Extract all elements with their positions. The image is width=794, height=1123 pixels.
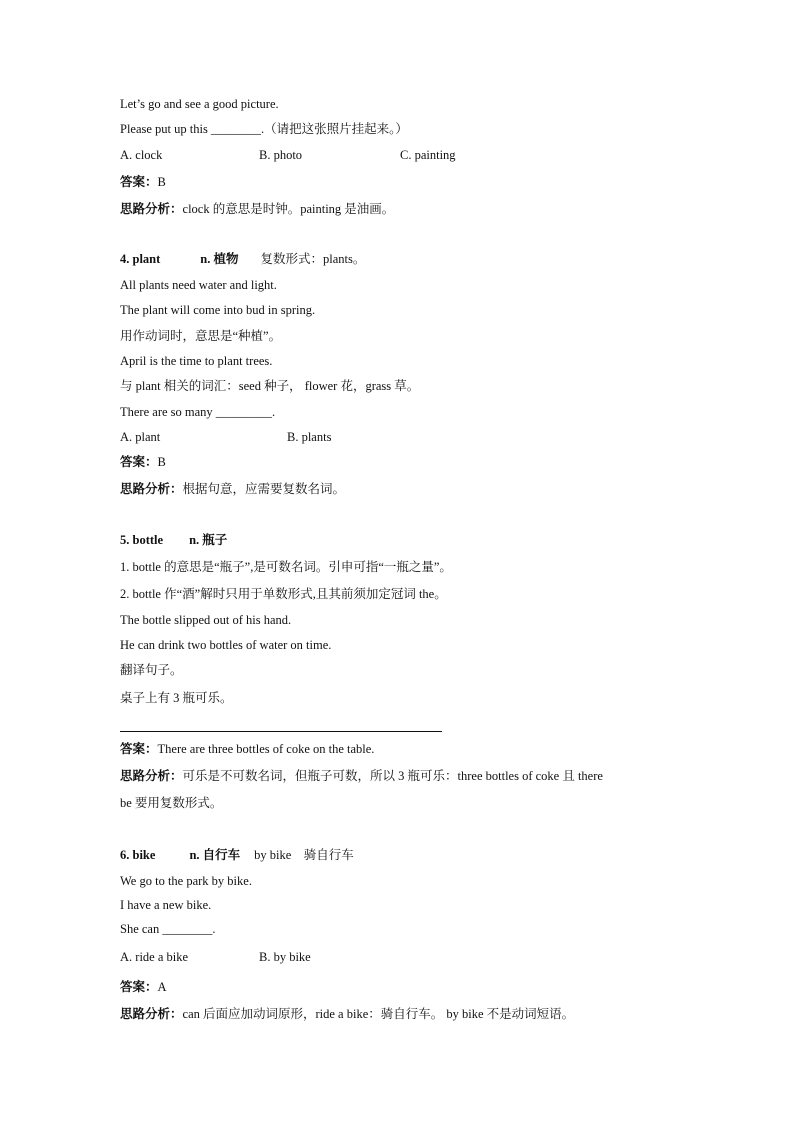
answer-value: B: [157, 175, 166, 189]
heading-extra: 复数形式：plants。: [260, 252, 366, 266]
example-sentence: April is the time to plant trees.: [120, 354, 273, 368]
option-b: B. photo: [259, 148, 303, 162]
option-a: A. ride a bike: [120, 950, 189, 964]
option-b: B. by bike: [259, 950, 311, 964]
answer-line: [120, 979, 167, 995]
heading-pos: n. 植物: [200, 252, 239, 266]
heading-pos: n. 自行车: [189, 848, 241, 862]
exercise-question: Please put up this ________.（请把这张照片挂起来。）: [120, 122, 408, 136]
option-a: A. clock: [120, 148, 163, 162]
option-a: A. plant: [120, 430, 161, 444]
note-text: 2. bottle 作“酒”解时只用于单数形式,且其前须加定冠词 the。: [120, 587, 447, 601]
section-heading-plant: [120, 251, 365, 267]
analysis-continuation: be 要用复数形式。: [120, 796, 223, 810]
example-sentence: Let’s go and see a good picture.: [120, 97, 279, 111]
example-sentence: He can drink two bottles of water on time.: [120, 638, 332, 652]
example-sentence: We go to the park by bike.: [120, 874, 252, 888]
answer-line: [120, 741, 374, 757]
answer-line: [120, 174, 166, 190]
analysis-line: [120, 1006, 574, 1022]
example-sentence: All plants need water and light.: [120, 278, 277, 292]
analysis-text: 可乐是不可数名词，但瓶子可数，所以 3 瓶可乐：three bottles of coke 且 there: [182, 769, 603, 783]
analysis-line: [120, 201, 394, 217]
section-heading-bike: [120, 847, 354, 863]
exercise-question: She can ________.: [120, 922, 216, 936]
analysis-label: 思路分析：: [120, 768, 183, 783]
section-heading-bottle: [120, 532, 227, 548]
analysis-label: 思路分析：: [120, 481, 183, 496]
answer-label: 答案：: [120, 174, 158, 189]
option-b: B. plants: [287, 430, 332, 444]
answer-blank-line: [120, 731, 442, 732]
instruction-text: 翻译句子。: [120, 662, 183, 677]
note-text: 1. bottle 的意思是“瓶子”,是可数名词。引申可指“一瓶之量”。: [120, 560, 452, 574]
analysis-text: 根据句意，应需要复数名词。: [182, 481, 346, 496]
analysis-text: clock 的意思是时钟。painting 是油画。: [182, 202, 395, 216]
analysis-line: [120, 481, 345, 497]
analysis-label: 思路分析：: [120, 1006, 183, 1021]
example-sentence: The bottle slipped out of his hand.: [120, 613, 292, 627]
answer-label: 答案：: [120, 454, 158, 469]
analysis-line: [120, 768, 603, 784]
answer-label: 答案：: [120, 741, 158, 756]
option-c: C. painting: [400, 148, 456, 162]
note-text: 与 plant 相关的词汇：seed 种子， flower 花，grass 草。: [120, 379, 420, 393]
answer-value: B: [157, 455, 166, 469]
exercise-question: There are so many _________.: [120, 405, 276, 419]
heading-word: 6. bike: [120, 848, 156, 862]
analysis-text: can 后面应加动词原形，ride a bike：骑自行车。 by bike 不是动词短语。: [182, 1007, 575, 1021]
heading-pos: n. 瓶子: [189, 533, 228, 547]
heading-word: 4. plant: [120, 252, 161, 266]
answer-value: A: [157, 980, 167, 994]
exercise-question: 桌子上有 3 瓶可乐。: [120, 691, 233, 705]
note-text: 用作动词时，意思是“种植”。: [120, 329, 282, 343]
example-sentence: I have a new bike.: [120, 898, 212, 912]
heading-word: 5. bottle: [120, 533, 164, 547]
analysis-label: 思路分析：: [120, 201, 183, 216]
answer-value: There are three bottles of coke on the table.: [157, 742, 375, 756]
answer-line: [120, 454, 166, 470]
heading-extra: by bike 骑自行车: [254, 848, 354, 862]
answer-label: 答案：: [120, 979, 158, 994]
example-sentence: The plant will come into bud in spring.: [120, 303, 316, 317]
